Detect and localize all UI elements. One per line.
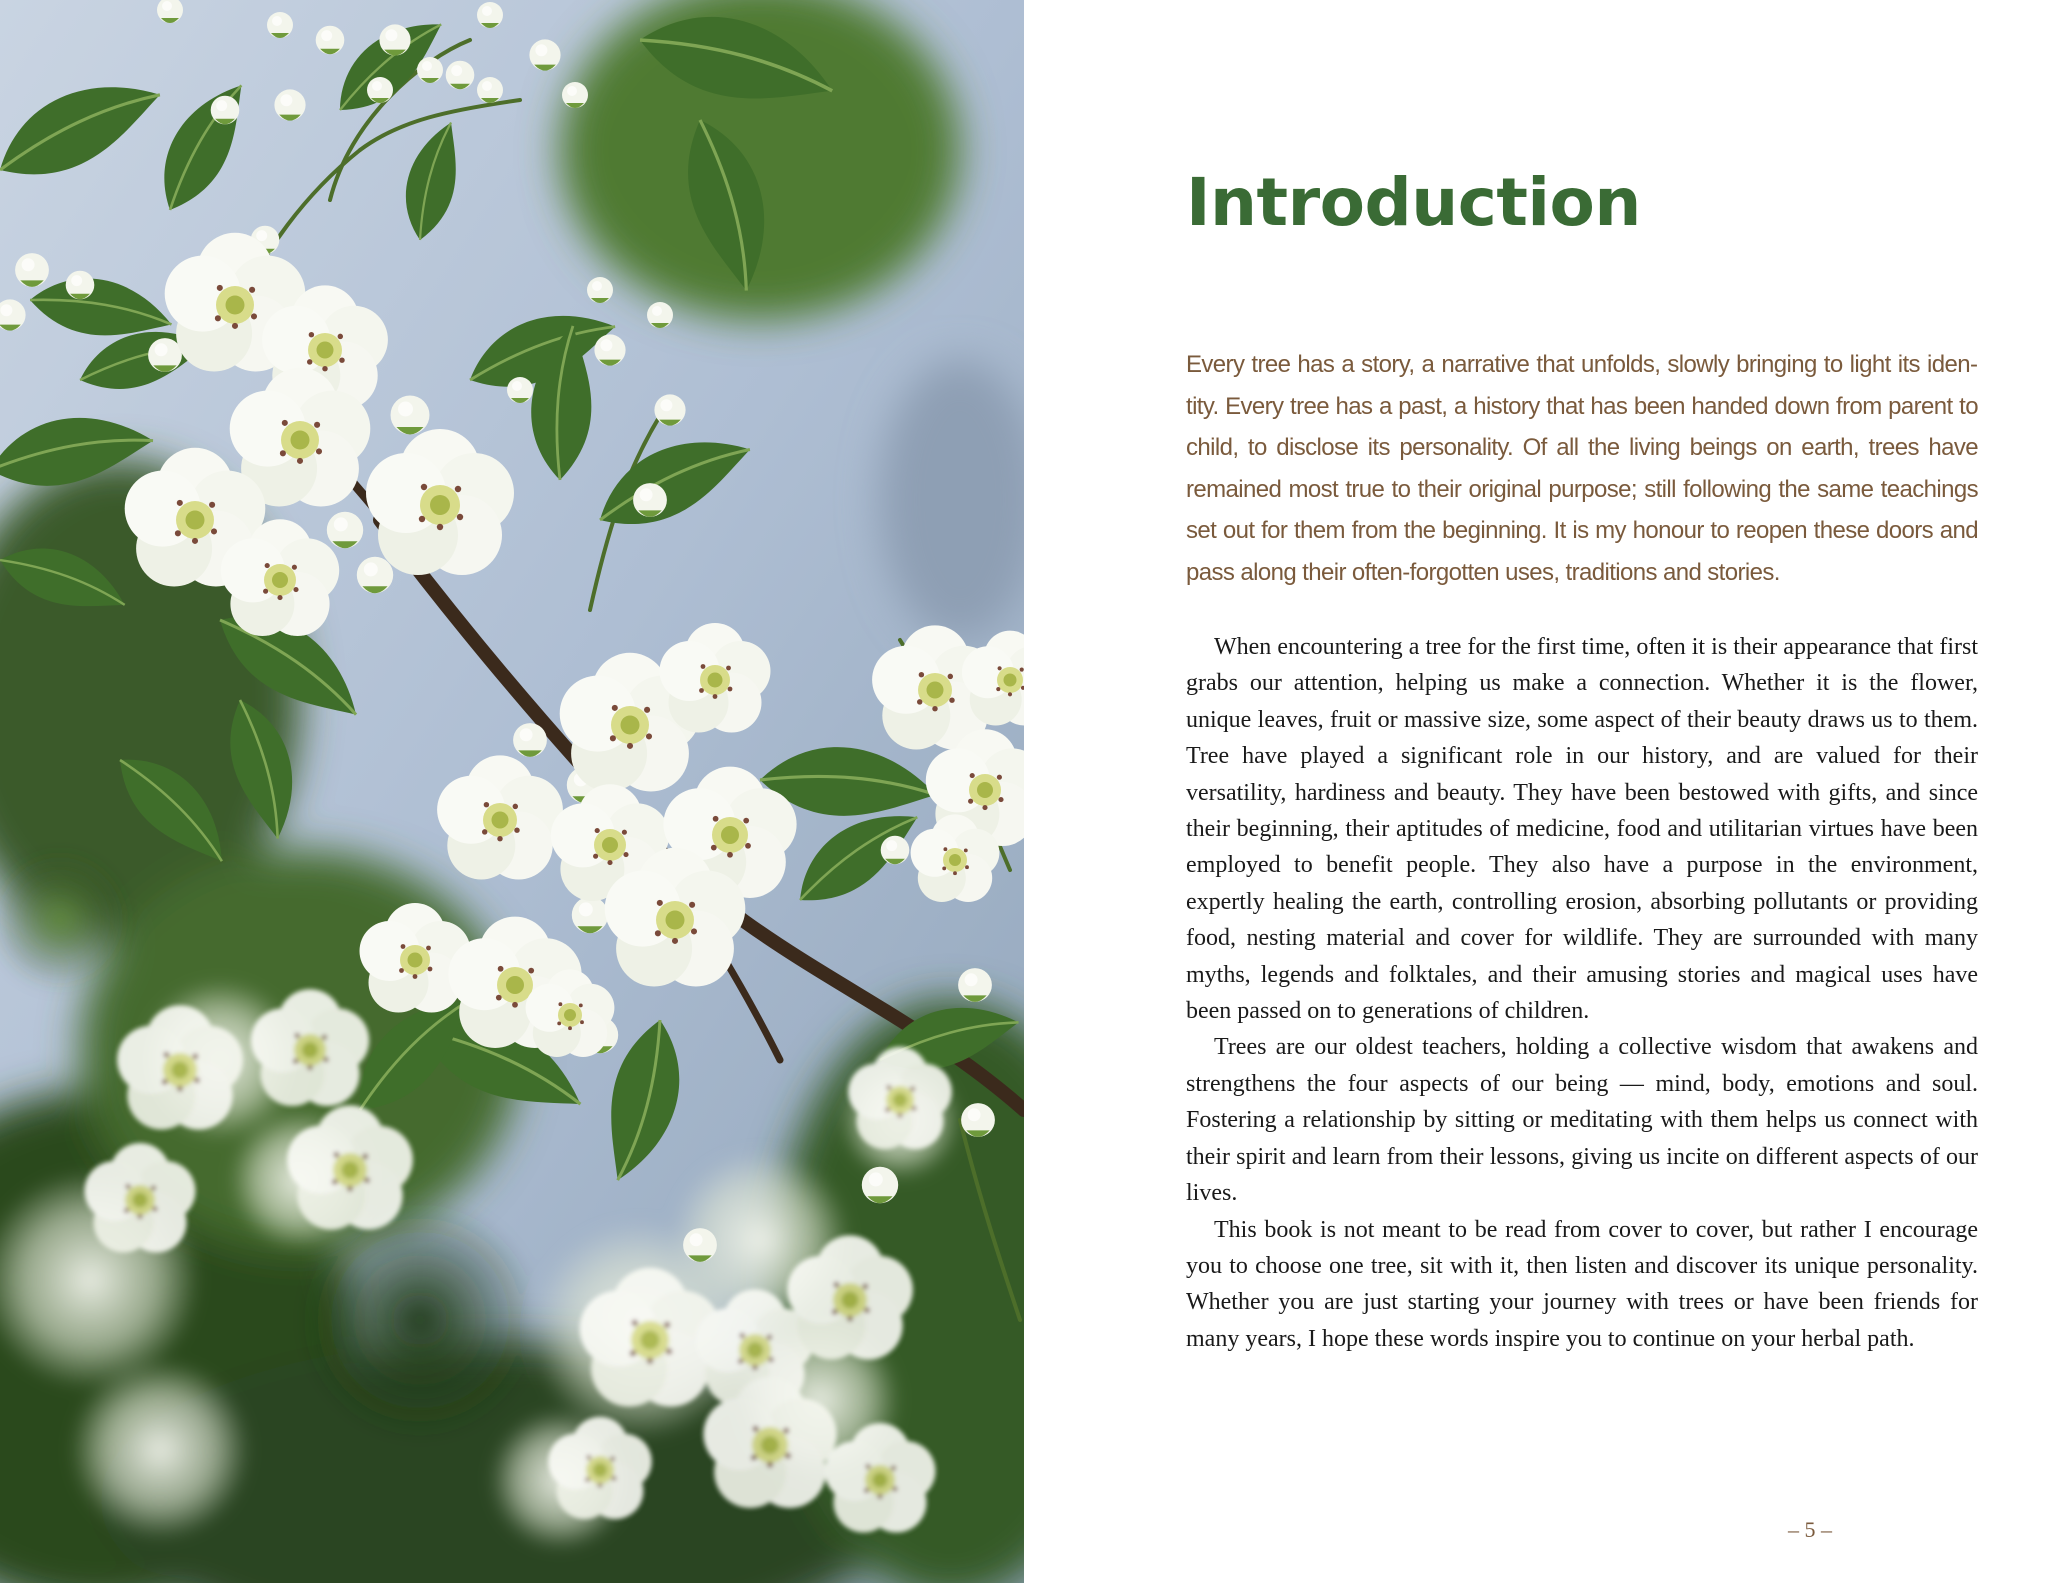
body-text bbox=[1186, 629, 1978, 1357]
body-paragraph-2: Trees are our oldest teachers, holding a collective wisdom that awakens and strengthens the four aspects of our being — mind, body, emotions and soul. Fostering a relationship by sitting or meditating with them helps us connect with their spirit and learn from their lessons, giving us incite on different aspects of our lives. bbox=[1186, 1034, 1978, 1207]
page-number-container bbox=[1024, 1517, 2048, 1543]
body-paragraph-1: When encountering a tree for the first time, often it is their appearance that first grabs our attention, helping us make a connection. Whether it is the flower, unique leaves, fruit or massive size, some aspect of their beauty draws us to them. Tree have played a significant role in our history, and are valued for their versatility, hardiness and beauty. They have been bestowed with gifts, and since their beginning, their aptitudes of medicine, food and utilitarian virtues have been employed to benefit people. They also have a purpose in the environment, expertly healing the earth, controlling erosion, absorbing pollutants or providing food, nesting material and cover for wildlife. They are surrounded with many myths, legends and folktales, and their amusing stories and magical uses have been passed on to generations of children. bbox=[1186, 634, 1978, 1025]
body-paragraph-3: This book is not meant to be read from cover to cover, but rather I encourage you to choose one tree, sit with it, then listen and discover its unique personality. Whether you are just starting your journey with trees or have been friends for many years, I hope these words inspire you to continue on your herbal path. bbox=[1186, 1216, 1978, 1352]
chapter-title: Introduction bbox=[1186, 164, 1641, 241]
intro-lede-paragraph: Every tree has a story, a narrative that unfolds, slowly bringing to light its identity. Every tree has a past, a history that has been handed down from parent to child, to disclose its personality. Of all the living beings on earth, trees have remained most true to their original purpose; still following the same teachings set out for them from the beginning. It is my honour to reopen these doors and pass along their often-forgotten uses, traditions and stories. bbox=[1186, 351, 1978, 586]
page-number: – 5 – bbox=[1788, 1517, 1832, 1542]
text-page bbox=[1024, 0, 2048, 1583]
